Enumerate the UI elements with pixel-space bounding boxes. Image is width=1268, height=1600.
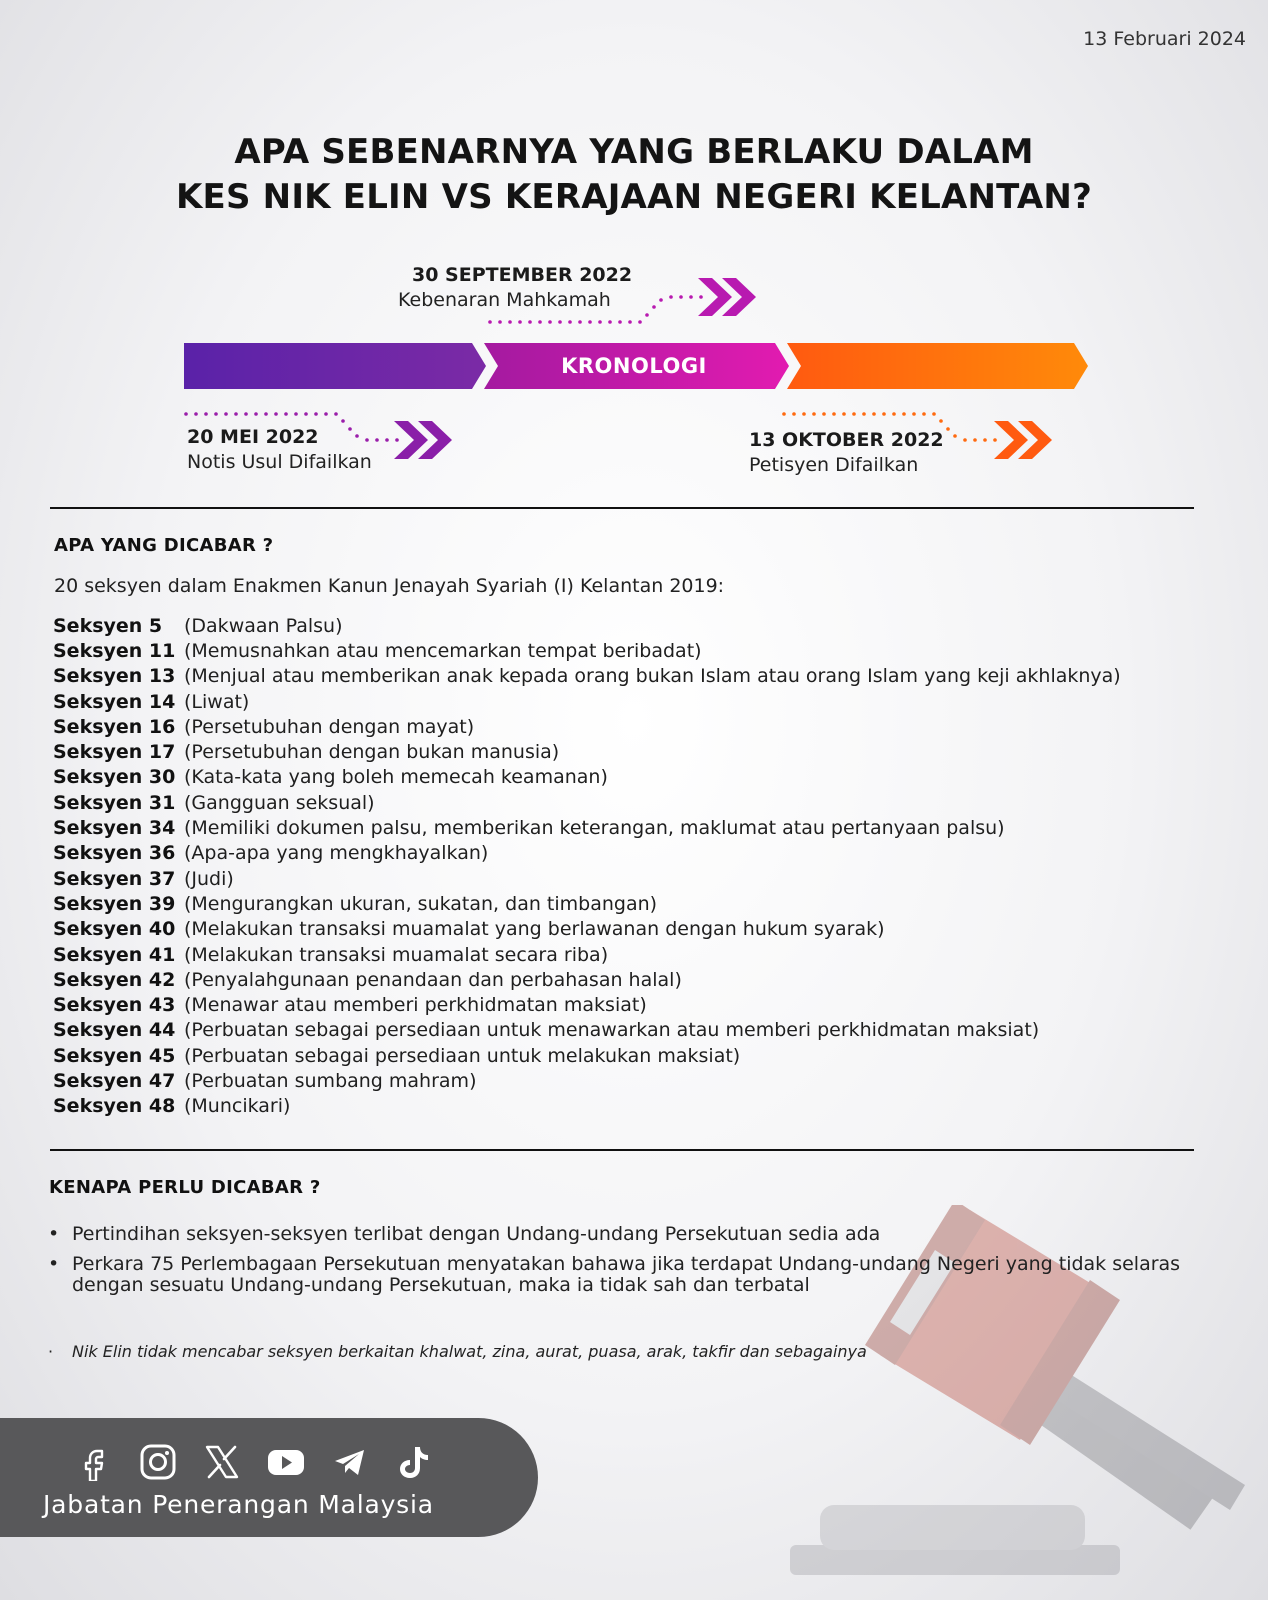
section-desc: (Judi) bbox=[184, 867, 234, 890]
bullet-icon: · bbox=[48, 1342, 54, 1361]
list-item bbox=[53, 1043, 1253, 1068]
chevron-right-icon bbox=[994, 421, 1052, 459]
chevron-right-icon bbox=[698, 278, 756, 316]
event-date-right: 13 OKTOBER 2022 bbox=[749, 429, 944, 451]
section-number: Seksyen 40 bbox=[53, 918, 176, 941]
section-desc: (Dakwaan Palsu) bbox=[184, 614, 343, 637]
section-desc: (Apa-apa yang mengkhayalkan) bbox=[184, 842, 489, 865]
section-desc: (Persetubuhan dengan mayat) bbox=[184, 715, 475, 738]
list-item bbox=[53, 638, 1253, 663]
section-number: Seksyen 5 bbox=[53, 614, 163, 637]
bullet-text: Pertindihan seksyen-seksyen terlibat dengan Undang-undang Persekutuan sedia ada bbox=[72, 1223, 881, 1245]
section-desc: (Memiliki dokumen palsu, memberikan keterangan, maklumat atau pertanyaan palsu) bbox=[184, 817, 1005, 840]
list-item bbox=[48, 1224, 1228, 1245]
section-desc: (Perbuatan sebagai persediaan untuk menawarkan atau memberi perkhidmatan maksiat) bbox=[184, 1019, 1040, 1042]
section-desc: (Melakukan transaksi muamalat secara riba) bbox=[184, 943, 609, 966]
section-number: Seksyen 34 bbox=[53, 817, 176, 840]
event-desc-left: Notis Usul Difailkan bbox=[187, 451, 372, 473]
divider bbox=[50, 507, 1194, 509]
list-item bbox=[53, 689, 1253, 714]
section-desc: (Perbuatan sumbang mahram) bbox=[184, 1069, 477, 1092]
section-number: Seksyen 14 bbox=[53, 690, 176, 713]
bullet-icon: • bbox=[48, 1253, 60, 1275]
section-number: Seksyen 37 bbox=[53, 867, 176, 890]
list-item bbox=[53, 917, 1253, 942]
section-desc: (Memusnahkan atau mencemarkan tempat beribadat) bbox=[184, 639, 702, 662]
timeline-band-orange bbox=[787, 343, 1088, 389]
telegram-icon[interactable] bbox=[331, 1443, 369, 1481]
list-item bbox=[53, 967, 1253, 992]
timeline-band-purple bbox=[184, 343, 486, 389]
list-item bbox=[53, 1018, 1253, 1043]
bullet-icon: • bbox=[48, 1223, 60, 1245]
list-item bbox=[53, 613, 1253, 638]
list-item bbox=[48, 1254, 1228, 1296]
publish-date: 13 Februari 2024 bbox=[1083, 28, 1246, 50]
list-item bbox=[53, 992, 1253, 1017]
sections-list bbox=[53, 613, 1253, 1119]
section-desc: (Menjual atau memberikan anak kepada orang bukan Islam atau orang Islam yang keji akhlaknya) bbox=[184, 665, 1121, 688]
list-item bbox=[53, 942, 1253, 967]
why-list bbox=[48, 1224, 1228, 1305]
event-date-left: 20 MEI 2022 bbox=[187, 426, 319, 448]
event-desc-right: Petisyen Difailkan bbox=[749, 454, 919, 476]
footnote-text: Nik Elin tidak mencabar seksyen berkaitan khalwat, zina, aurat, puasa, arak, takfir dan sebagainya bbox=[72, 1342, 867, 1361]
list-item bbox=[53, 815, 1253, 840]
section-number: Seksyen 17 bbox=[53, 741, 176, 764]
section-number: Seksyen 30 bbox=[53, 766, 176, 789]
section-number: Seksyen 13 bbox=[53, 665, 176, 688]
challenged-heading: APA YANG DICABAR ? bbox=[54, 535, 274, 556]
section-number: Seksyen 47 bbox=[53, 1069, 176, 1092]
challenged-intro: 20 seksyen dalam Enakmen Kanun Jenayah Syariah (I) Kelantan 2019: bbox=[54, 575, 725, 597]
timeline-graphic bbox=[0, 0, 1268, 500]
section-number: Seksyen 42 bbox=[53, 968, 176, 991]
list-item bbox=[53, 1094, 1253, 1119]
why-heading: KENAPA PERLU DICABAR ? bbox=[49, 1177, 321, 1198]
section-number: Seksyen 43 bbox=[53, 994, 176, 1017]
section-number: Seksyen 45 bbox=[53, 1044, 176, 1067]
chevron-right-icon bbox=[394, 421, 452, 459]
list-item bbox=[53, 891, 1253, 916]
list-item bbox=[53, 790, 1253, 815]
list-item bbox=[53, 765, 1253, 790]
list-item bbox=[53, 841, 1253, 866]
event-date-top: 30 SEPTEMBER 2022 bbox=[412, 264, 633, 286]
section-number: Seksyen 11 bbox=[53, 639, 176, 662]
section-number: Seksyen 31 bbox=[53, 791, 176, 814]
section-number: Seksyen 36 bbox=[53, 842, 176, 865]
list-item bbox=[53, 714, 1253, 739]
title-line-2: KES NIK ELIN VS KERAJAAN NEGERI KELANTAN? bbox=[175, 177, 1093, 217]
organization-name: Jabatan Penerangan Malaysia bbox=[43, 1490, 434, 1519]
section-desc: (Melakukan transaksi muamalat yang berlawanan dengan hukum syarak) bbox=[184, 918, 885, 941]
footnote bbox=[48, 1342, 867, 1361]
list-item bbox=[53, 664, 1253, 689]
title-line-1: APA SEBENARNYA YANG BERLAKU DALAM bbox=[234, 132, 1034, 172]
social-links bbox=[75, 1443, 433, 1481]
section-number: Seksyen 44 bbox=[53, 1019, 176, 1042]
section-number: Seksyen 39 bbox=[53, 892, 176, 915]
section-desc: (Penyalahgunaan penandaan dan perbahasan halal) bbox=[184, 968, 682, 991]
section-desc: (Kata-kata yang boleh memecah keamanan) bbox=[184, 766, 608, 789]
section-desc: (Perbuatan sebagai persediaan untuk melakukan maksiat) bbox=[184, 1044, 741, 1067]
divider bbox=[50, 1149, 1194, 1151]
tiktok-icon[interactable] bbox=[395, 1443, 433, 1481]
x-icon[interactable] bbox=[203, 1443, 241, 1481]
instagram-icon[interactable] bbox=[139, 1443, 177, 1481]
section-desc: (Mengurangkan ukuran, sukatan, dan timbangan) bbox=[184, 892, 658, 915]
section-number: Seksyen 48 bbox=[53, 1095, 176, 1118]
section-desc: (Gangguan seksual) bbox=[184, 791, 375, 814]
list-item bbox=[53, 1068, 1253, 1093]
section-desc: (Muncikari) bbox=[184, 1095, 291, 1118]
section-desc: (Menawar atau memberi perkhidmatan maksiat) bbox=[184, 994, 647, 1017]
event-desc-top: Kebenaran Mahkamah bbox=[398, 289, 611, 311]
timeline-label: KRONOLOGI bbox=[561, 354, 707, 378]
section-desc: (Persetubuhan dengan bukan manusia) bbox=[184, 741, 560, 764]
section-number: Seksyen 41 bbox=[53, 943, 176, 966]
bullet-text: Perkara 75 Perlembagaan Persekutuan menyatakan bahawa jika terdapat Undang-undang Negeri yang tidak selaras dengan sesuatu Undang-undang Persekutuan, maka ia tidak sah dan terbatal bbox=[72, 1253, 1181, 1296]
list-item bbox=[53, 866, 1253, 891]
list-item bbox=[53, 739, 1253, 764]
facebook-icon[interactable] bbox=[75, 1443, 113, 1481]
section-desc: (Liwat) bbox=[184, 690, 250, 713]
section-number: Seksyen 16 bbox=[53, 715, 176, 738]
youtube-icon[interactable] bbox=[267, 1443, 305, 1481]
